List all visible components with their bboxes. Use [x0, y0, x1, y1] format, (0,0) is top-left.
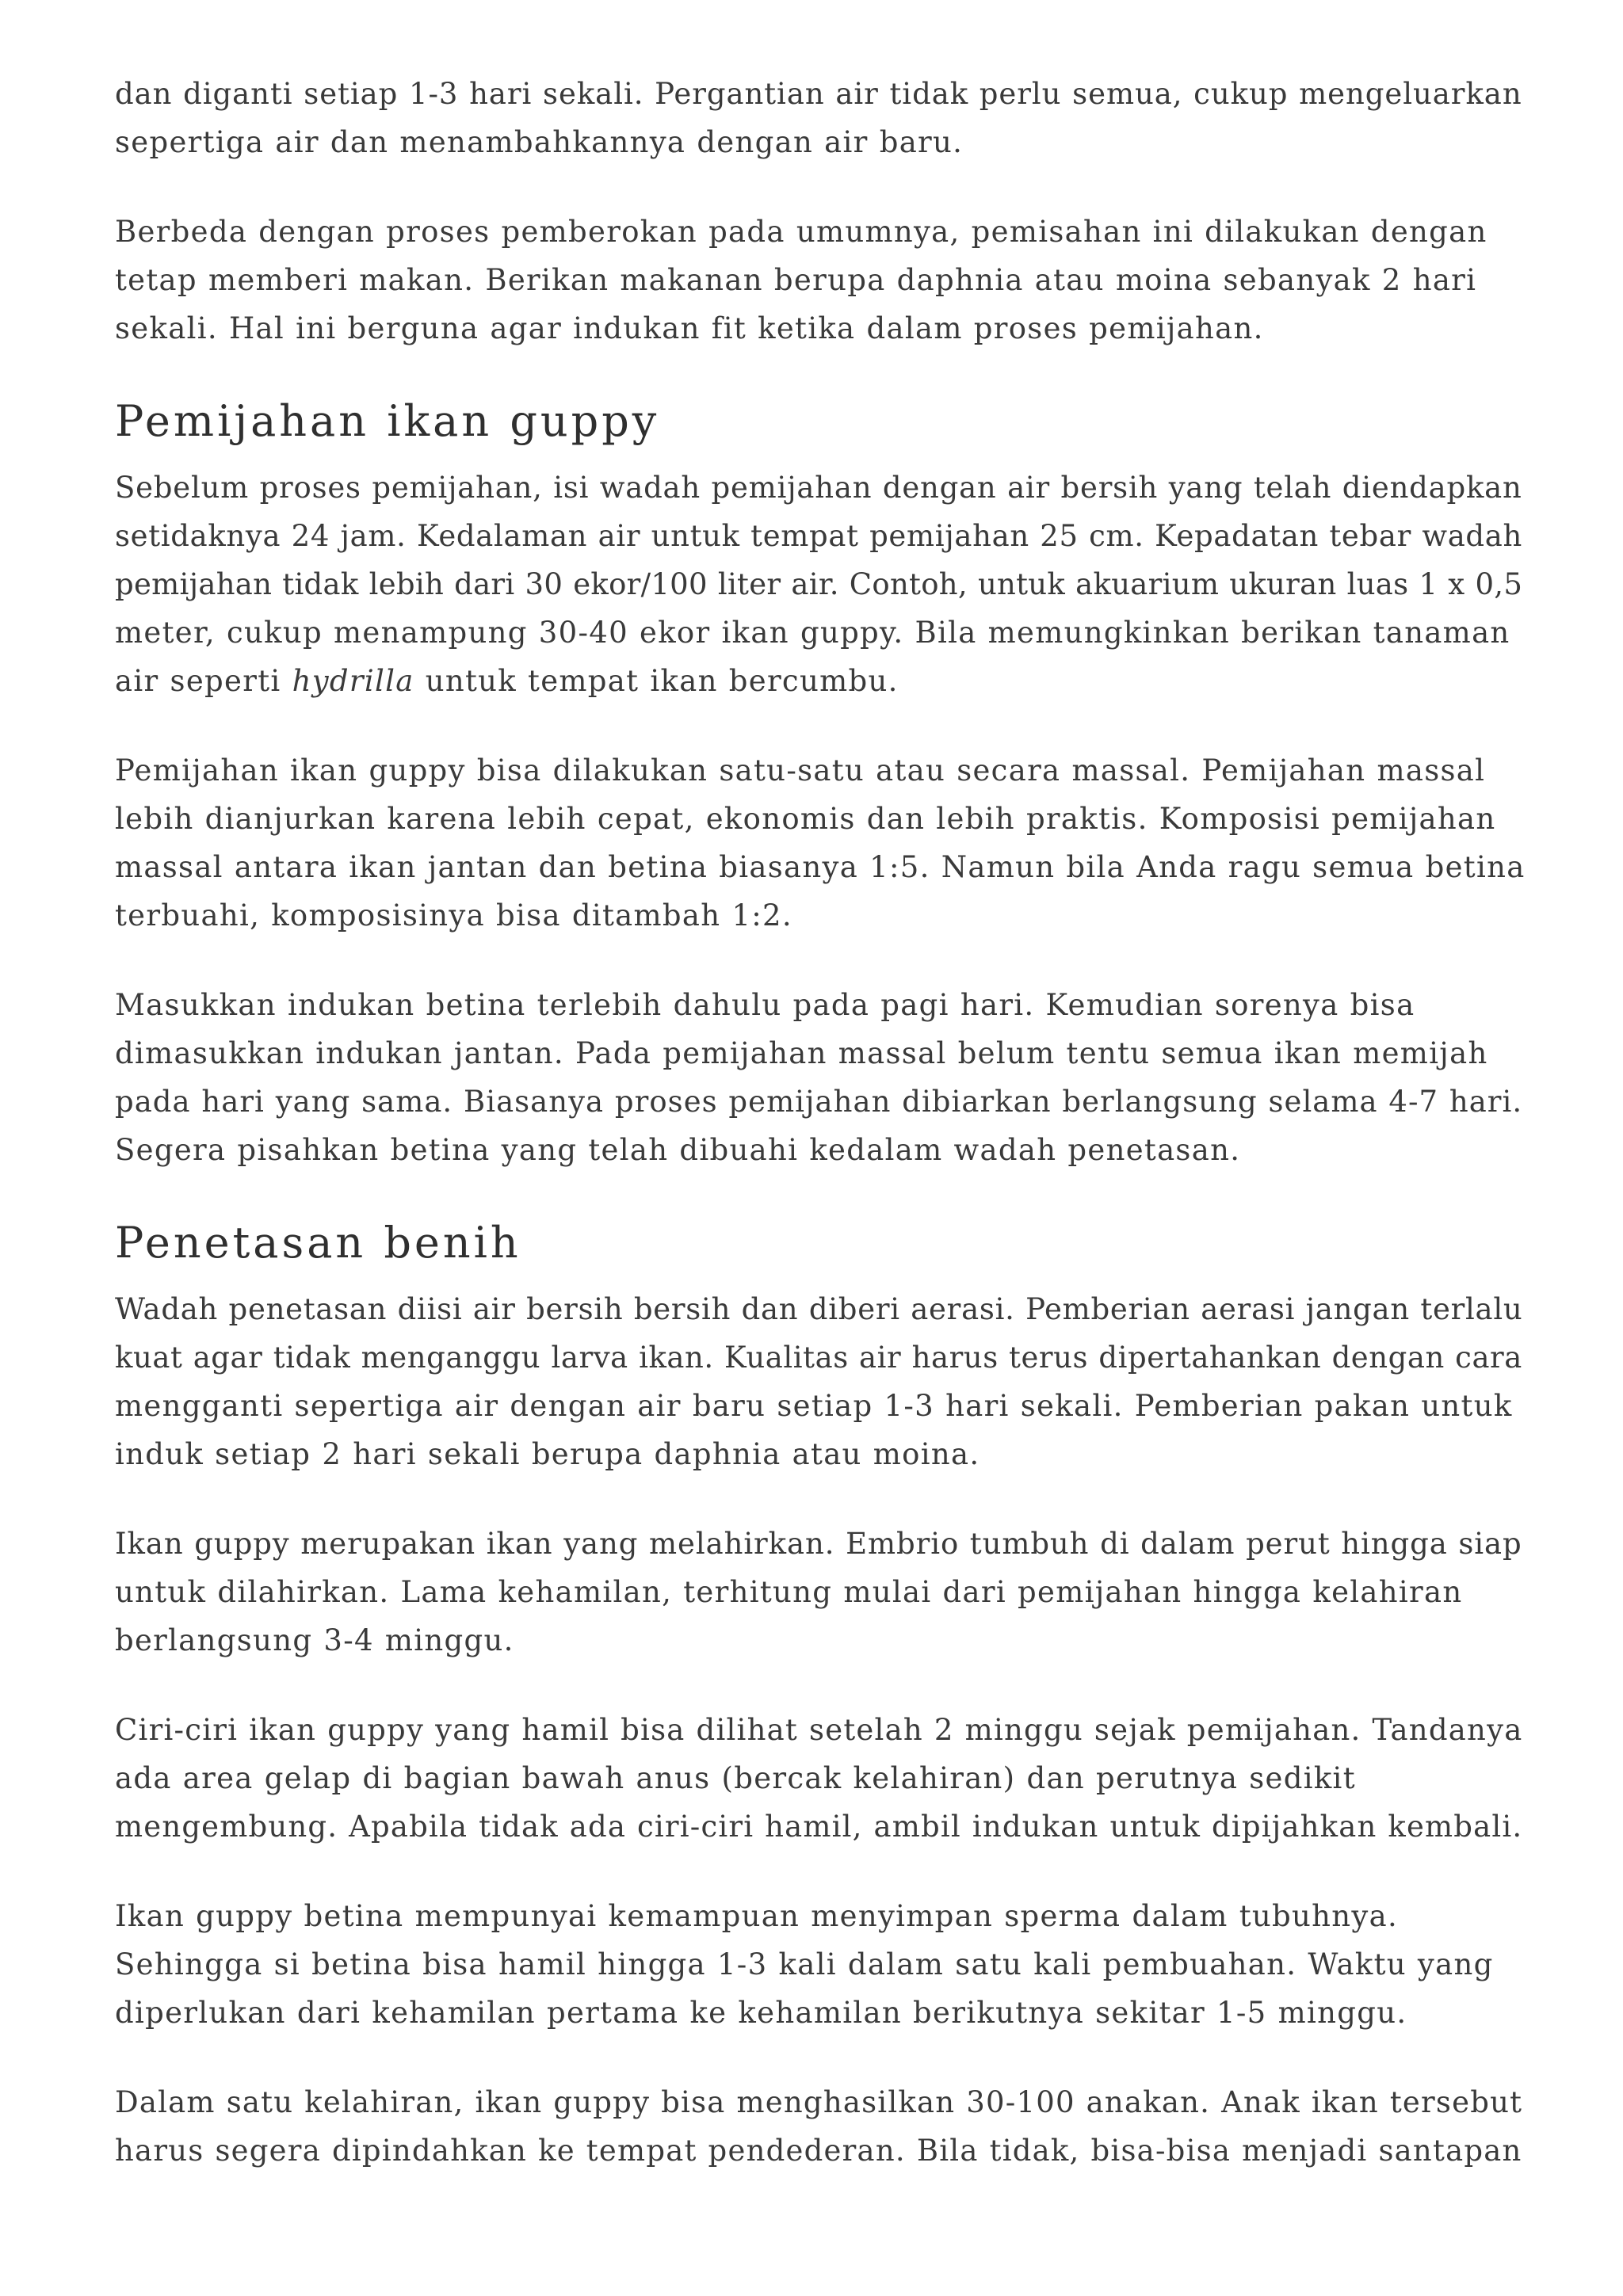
text-line: dimasukkan indukan jantan. Pada pemijahan massal belum tentu semua ikan memijah — [115, 1036, 1488, 1070]
text-line: induk setiap 2 hari sekali berupa daphnia atau moina. — [115, 1437, 980, 1471]
text-line: setidaknya 24 jam. Kedalaman air untuk tempat pemijahan 25 cm. Kepadatan tebar wadah — [115, 519, 1522, 553]
text-line: Ciri-ciri ikan guppy yang hamil bisa dilihat setelah 2 minggu sejak pemijahan. Tandanya — [115, 1713, 1523, 1747]
text-line: kuat agar tidak menganggu larva ikan. Kualitas air harus terus dipertahankan dengan cara — [115, 1341, 1522, 1375]
text-segment: untuk tempat ikan bercumbu. — [414, 664, 899, 698]
paragraph — [115, 746, 1526, 940]
paragraph — [115, 1520, 1526, 1665]
document-page — [115, 70, 1526, 2216]
text-line: ada area gelap di bagian bawah anus (bercak kelahiran) dan perutnya sedikit — [115, 1761, 1356, 1795]
text-line: Sebelum proses pemijahan, isi wadah pemijahan dengan air bersih yang telah diendapkan — [115, 471, 1522, 505]
text-line: mengganti sepertiga air dengan air baru setiap 1-3 hari sekali. Pemberian pakan untuk — [115, 1389, 1513, 1423]
text-line: sekali. Hal ini berguna agar indukan fit ketika dalam proses pemijahan. — [115, 311, 1264, 345]
paragraph — [115, 463, 1526, 705]
text-line: pada hari yang sama. Biasanya proses pemijahan dibiarkan berlangsung selama 4-7 hari. — [115, 1085, 1523, 1119]
paragraph — [115, 2078, 1526, 2175]
text-line: Ikan guppy betina mempunyai kemampuan menyimpan sperma dalam tubuhnya. — [115, 1899, 1399, 1933]
text-line — [115, 657, 1526, 705]
paragraph — [115, 1285, 1526, 1478]
text-line: berlangsung 3-4 minggu. — [115, 1623, 514, 1657]
text-line: Masukkan indukan betina terlebih dahulu pada pagi hari. Kemudian sorenya bisa — [115, 988, 1415, 1022]
text-line: diperlukan dari kehamilan pertama ke kehamilan berikutnya sekitar 1-5 minggu. — [115, 1996, 1407, 2030]
text-line: Berbeda dengan proses pemberokan pada umumnya, pemisahan ini dilakukan dengan — [115, 215, 1487, 249]
text-line: pemijahan tidak lebih dari 30 ekor/100 liter air. Contoh, untuk akuarium ukuran luas 1 x 0,5 — [115, 567, 1523, 601]
section-heading: Penetasan benih — [115, 1218, 521, 1268]
paragraph — [115, 70, 1526, 166]
text-line: terbuahi, komposisinya bisa ditambah 1:2. — [115, 898, 792, 933]
paragraph — [115, 208, 1526, 353]
text-line: lebih dianjurkan karena lebih cepat, ekonomis dan lebih praktis. Komposisi pemijahan — [115, 802, 1496, 836]
text-line: untuk dilahirkan. Lama kehamilan, terhitung mulai dari pemijahan hingga kelahiran — [115, 1575, 1463, 1609]
text-line: massal antara ikan jantan dan betina biasanya 1:5. Namun bila Anda ragu semua betina — [115, 850, 1526, 884]
text-line: sepertiga air dan menambahkannya dengan air baru. — [115, 125, 964, 159]
text-line: Wadah penetasan diisi air bersih bersih dan diberi aerasi. Pemberian aerasi jangan terlalu — [115, 1292, 1523, 1326]
section-heading: Pemijahan ikan guppy — [115, 396, 660, 446]
text-line: dan diganti setiap 1-3 hari sekali. Pergantian air tidak perlu semua, cukup mengeluarkan — [115, 77, 1522, 111]
text-segment: air seperti — [115, 664, 292, 698]
paragraph — [115, 981, 1526, 1174]
text-line: Ikan guppy merupakan ikan yang melahirkan. Embrio tumbuh di dalam perut hingga siap — [115, 1527, 1522, 1561]
text-line: mengembung. Apabila tidak ada ciri-ciri hamil, ambil indukan untuk dipijahkan kembali. — [115, 1810, 1523, 1844]
text-line: Dalam satu kelahiran, ikan guppy bisa menghasilkan 30-100 anakan. Anak ikan tersebut — [115, 2085, 1523, 2119]
text-line: Segera pisahkan betina yang telah dibuahi kedalam wadah penetasan. — [115, 1133, 1241, 1167]
paragraph — [115, 1892, 1526, 2037]
text-line: Pemijahan ikan guppy bisa dilakukan satu-satu atau secara massal. Pemijahan massal — [115, 753, 1486, 788]
text-line: Sehingga si betina bisa hamil hingga 1-3 kali dalam satu kali pembuahan. Waktu yang — [115, 1947, 1494, 1981]
text-line: meter, cukup menampung 30-40 ekor ikan guppy. Bila memungkinkan berikan tanaman — [115, 616, 1510, 650]
text-line: tetap memberi makan. Berikan makanan berupa daphnia atau moina sebanyak 2 hari — [115, 263, 1477, 297]
paragraph — [115, 1706, 1526, 1851]
text-line: harus segera dipindahkan ke tempat pendederan. Bila tidak, bisa-bisa menjadi santapan — [115, 2134, 1522, 2168]
italic-term: hydrilla — [292, 664, 414, 698]
